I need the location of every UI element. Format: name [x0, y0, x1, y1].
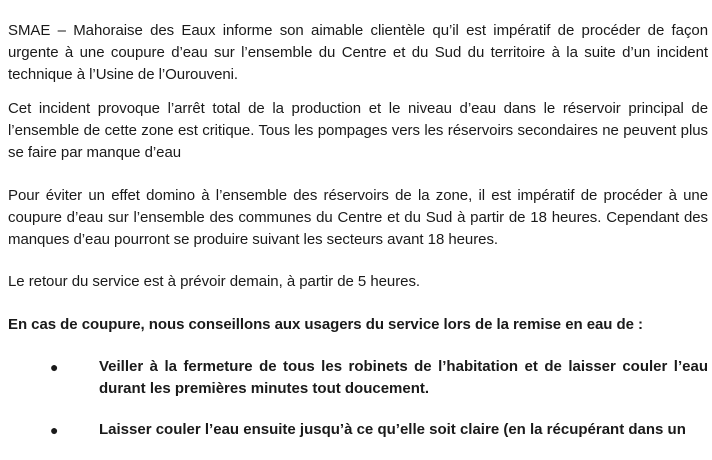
list-item	[8, 419, 708, 441]
advice-list	[8, 356, 708, 460]
paragraph-service-return: Le retour du service est à prévoir demain, à partir de 5 heures.	[8, 273, 421, 290]
list-item	[8, 356, 708, 400]
paragraph-outage-schedule: Pour éviter un effet domino à l’ensemble des réservoirs de la zone, il est impératif de procéder à une coupure d’eau sur l’ensemble des communes du Centre et du Sud à partir de 18 heures. Cependant des manques d’eau pourront se produire suivant les secteurs avant 18 heures.	[8, 187, 708, 248]
advice-heading: En cas de coupure, nous conseillons aux usagers du service lors de la remise en eau de :	[8, 316, 644, 333]
list-item-text: Laisser couler l’eau ensuite jusqu’à ce qu’elle soit claire (en la récupérant dans un	[99, 421, 686, 438]
list-item-text: Veiller à la fermeture de tous les robinets de l’habitation et de laisser couler l’eau durant les premières minutes tout doucement.	[99, 358, 708, 397]
bullet-icon: ●	[50, 422, 59, 438]
paragraph-incident: Cet incident provoque l’arrêt total de la production et le niveau d’eau dans le réservoir principal de l’ensemble de cette zone est critique. Tous les pompages vers les réservoirs secondaires ne peuvent plus se faire par manque d’eau	[8, 100, 708, 161]
bullet-icon: ●	[50, 359, 59, 375]
paragraph-announcement: SMAE – Mahoraise des Eaux informe son aimable clientèle qu’il est impératif de procéder de façon urgente à une coupure d’eau sur l’ensemble du Centre et du Sud du territoire à la suite d’un incident technique à l’Usine de l’Ourouveni.	[8, 22, 708, 83]
